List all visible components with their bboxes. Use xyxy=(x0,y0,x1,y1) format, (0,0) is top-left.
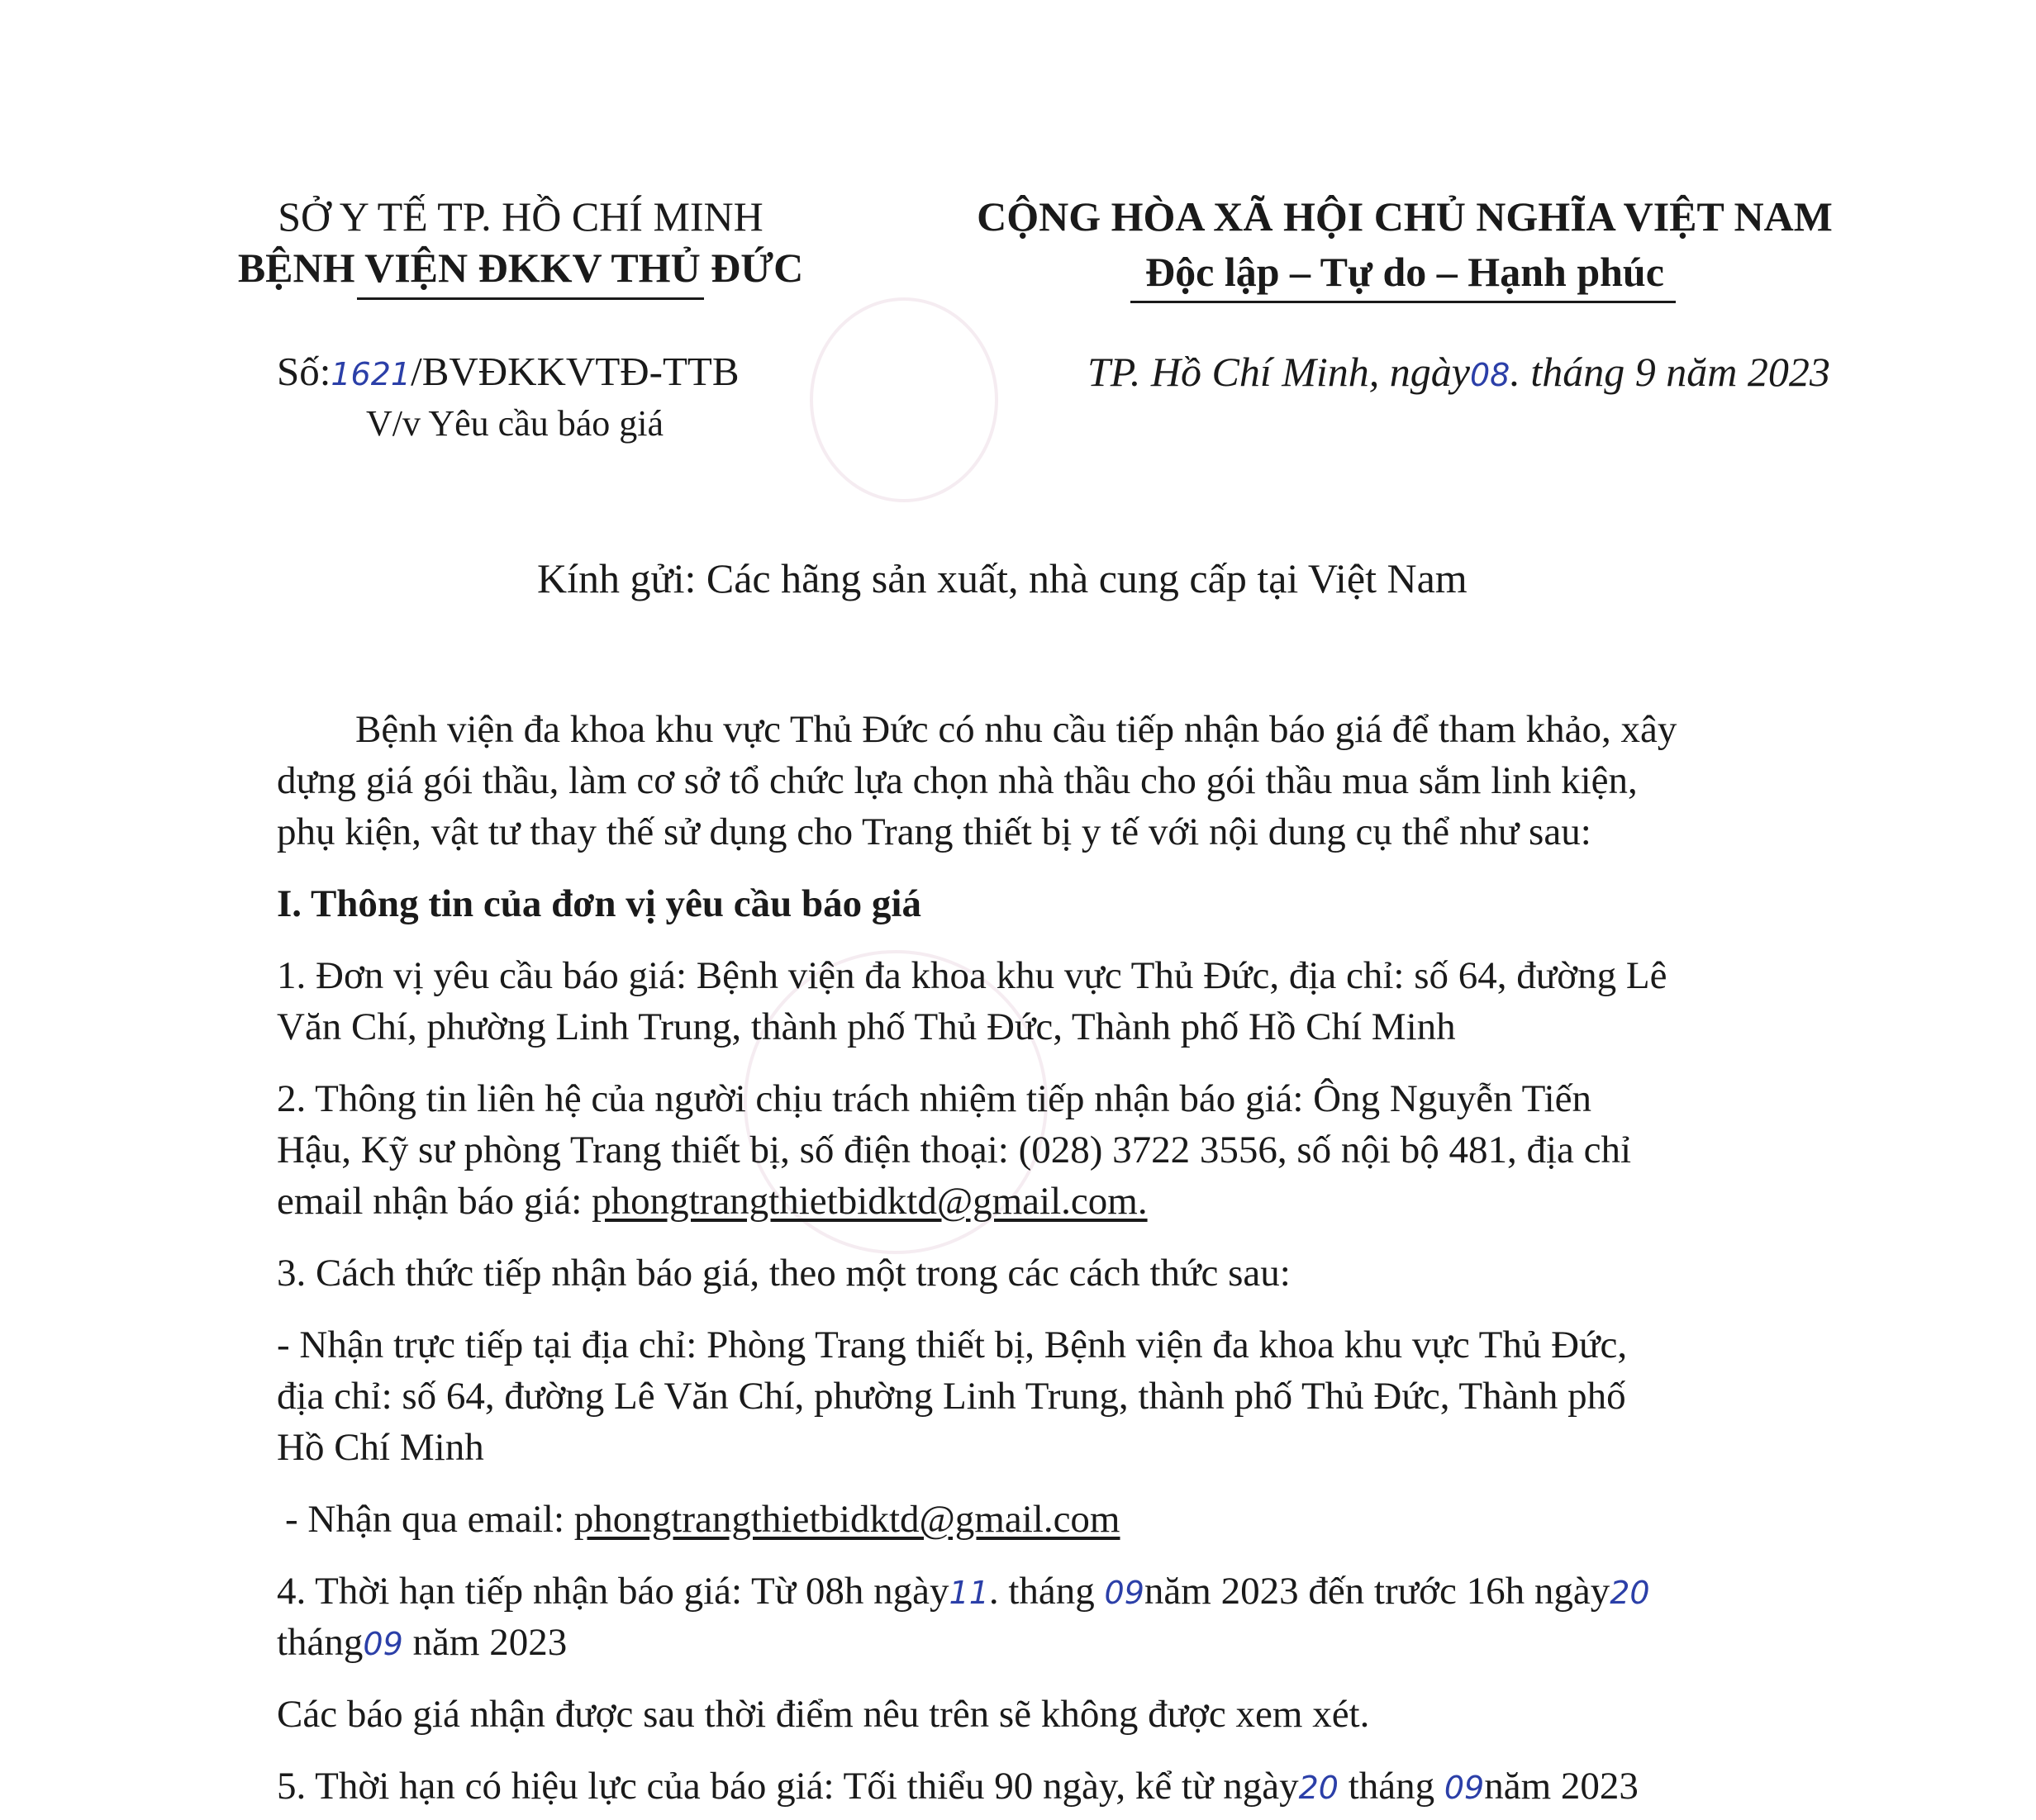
item3-line: 3. Cách thức tiếp nhận báo giá, theo một trong các cách thức sau: xyxy=(277,1252,1291,1295)
item5-part1: 5. Thời hạn có hiệu lực của báo giá: Tối thiểu 90 ngày, kể từ ngày xyxy=(277,1765,1299,1808)
item2-email-prefix: email nhận báo giá: xyxy=(277,1180,592,1223)
doc-number-prefix: Số: xyxy=(277,349,331,394)
item2-line2: Hậu, Kỹ sư phòng Trang thiết bị, số điện thoại: (028) 3722 3556, số nội bộ 481, địa chỉ xyxy=(277,1129,1632,1171)
header-right-underline xyxy=(1130,301,1676,303)
doc-number-suffix: /BVĐKKVTĐ-TTB xyxy=(411,349,740,394)
stamp-watermark-top xyxy=(810,297,998,502)
item4-hw-month1: 09 xyxy=(1104,1575,1144,1611)
header-right-line2: Độc lập – Tự do – Hạnh phúc xyxy=(1145,249,1664,295)
item4-line2 xyxy=(277,1619,567,1667)
item2-email-link[interactable]: phongtrangthietbidktd@gmail.com. xyxy=(592,1180,1148,1223)
header-left-line2: BỆNH VIỆN ĐKKV THỦ ĐỨC xyxy=(237,245,804,291)
item4-hw-day2: 20 xyxy=(1610,1575,1650,1611)
item4-part5: năm 2023 xyxy=(402,1621,568,1664)
item1-line2: Văn Chí, phường Linh Trung, thành phố Thủ Đức, Thành phố Hồ Chí Minh xyxy=(277,1005,1456,1048)
item5-hw-day: 20 xyxy=(1298,1770,1339,1806)
date-day-handwritten: 08 xyxy=(1470,357,1510,393)
item3-direct-line3: Hồ Chí Minh xyxy=(277,1426,484,1469)
item3-email-prefix: - Nhận qua email: xyxy=(285,1498,574,1541)
item3-email-link[interactable]: phongtrangthietbidktd@gmail.com xyxy=(573,1498,1120,1541)
doc-subject: V/v Yêu cầu báo giá xyxy=(366,403,664,444)
intro-line1: Bệnh viện đa khoa khu vực Thủ Đức có nhu cầu tiếp nhận báo giá để tham khảo, xây xyxy=(355,708,1677,751)
item2-line3 xyxy=(277,1178,1148,1224)
date-suffix: . tháng 9 năm 2023 xyxy=(1510,349,1830,395)
intro-line2: dựng giá gói thầu, làm cơ sở tổ chức lựa chọn nhà thầu cho gói thầu mua sắm linh kiện, xyxy=(277,759,1638,802)
date-line xyxy=(1087,349,1830,398)
header-left-underline xyxy=(357,297,704,300)
header-left-line1: SỞ Y TẾ TP. HỒ CHÍ MINH xyxy=(278,193,764,240)
item1-line1: 1. Đơn vị yêu cầu báo giá: Bệnh viện đa khoa khu vực Thủ Đức, địa chỉ: số 64, đường Lê xyxy=(277,954,1667,997)
item3-direct-line1: - Nhận trực tiếp tại địa chỉ: Phòng Trang thiết bị, Bệnh viện đa khoa khu vực Thủ Đức, xyxy=(277,1323,1628,1366)
item4-hw-day1: 11 xyxy=(949,1575,989,1611)
item5-hw-month: 09 xyxy=(1444,1770,1485,1806)
item4-part4: tháng xyxy=(277,1621,364,1664)
item3-email-line xyxy=(285,1496,1120,1542)
item3-direct-line2: địa chỉ: số 64, đường Lê Văn Chí, phường Linh Trung, thành phố Thủ Đức, Thành phố xyxy=(277,1375,1626,1418)
recipient-line: Kính gửi: Các hãng sản xuất, nhà cung cấp tại Việt Nam xyxy=(537,555,1468,601)
doc-number-handwritten: 1621 xyxy=(331,356,411,392)
doc-number xyxy=(277,349,740,397)
item5-part2: tháng xyxy=(1338,1765,1444,1808)
intro-line3: phụ kiện, vật tư thay thế sử dụng cho Trang thiết bị y tế với nội dung cụ thể như sau: xyxy=(277,810,1591,853)
item5-part3: năm 2023 xyxy=(1484,1765,1639,1808)
item4-part2: . tháng xyxy=(988,1570,1105,1613)
item4-hw-month2: 09 xyxy=(363,1626,403,1662)
section1-title: I. Thông tin của đơn vị yêu cầu báo giá xyxy=(277,882,921,925)
late-submission-note: Các báo giá nhận được sau thời điểm nêu trên sẽ không được xem xét. xyxy=(277,1693,1370,1736)
header-right-line1: CỘNG HÒA XÃ HỘI CHỦ NGHĨA VIỆT NAM xyxy=(977,193,1833,240)
item5-line xyxy=(277,1763,1639,1811)
item4-part3: năm 2023 đến trước 16h ngày xyxy=(1144,1570,1610,1613)
item4-line1 xyxy=(277,1568,1650,1616)
date-prefix: TP. Hồ Chí Minh, ngày xyxy=(1087,349,1470,395)
item2-line1: 2. Thông tin liên hệ của người chịu trách nhiệm tiếp nhận báo giá: Ông Nguyễn Tiến xyxy=(277,1077,1592,1120)
item4-part1: 4. Thời hạn tiếp nhận báo giá: Từ 08h ngày xyxy=(277,1570,949,1613)
